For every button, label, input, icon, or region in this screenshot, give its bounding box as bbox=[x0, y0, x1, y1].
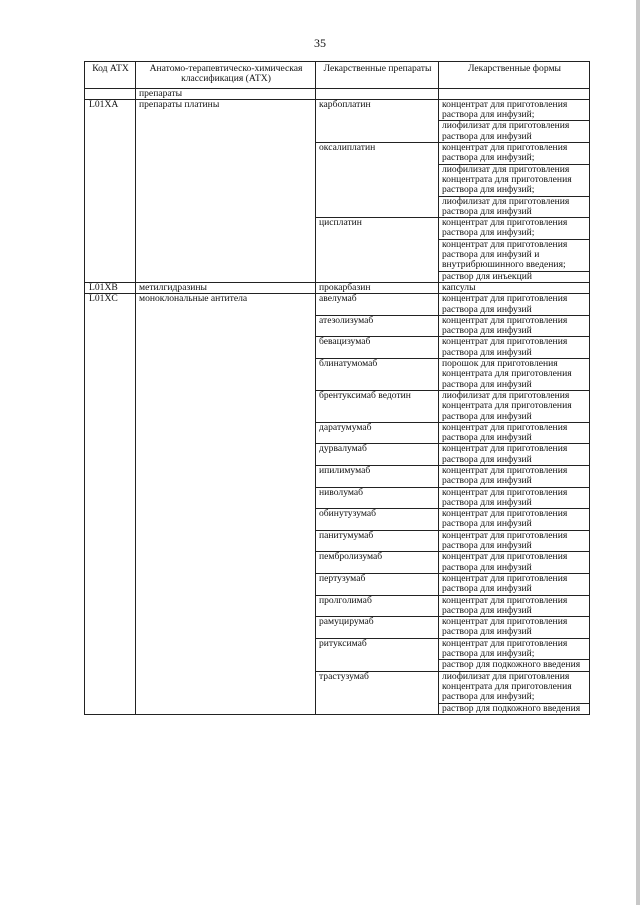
table-row bbox=[85, 88, 590, 99]
drug-name: обинутузумаб bbox=[316, 509, 439, 531]
dosage-form: концентрат для приготовления раствора для инфузий; bbox=[439, 143, 590, 165]
dosage-form: концентрат для приготовления раствора для инфузий; bbox=[439, 218, 590, 240]
page-number: 35 bbox=[314, 36, 326, 50]
atx-classification: препараты платины bbox=[136, 99, 316, 282]
header-forms: Лекарственные формы bbox=[439, 62, 590, 89]
drug-name: пертузумаб bbox=[316, 573, 439, 595]
drug-name: ниволумаб bbox=[316, 487, 439, 509]
table-body bbox=[85, 88, 590, 714]
atx-classification: препараты bbox=[136, 88, 316, 99]
dosage-form: концентрат для приготовления раствора для инфузий bbox=[439, 294, 590, 316]
dosage-form: концентрат для приготовления раствора для инфузий и внутрибрюшинного введения; bbox=[439, 239, 590, 271]
header-drug: Лекарственные препараты bbox=[316, 62, 439, 89]
header-classification: Анатомо-терапевтическо-химическая классификация (АТХ) bbox=[136, 62, 316, 89]
table-row bbox=[85, 99, 590, 121]
dosage-form: концентрат для приготовления раствора для инфузий bbox=[439, 573, 590, 595]
dosage-form: лиофилизат для приготовления раствора для инфузий bbox=[439, 121, 590, 143]
drug-name: атезолизумаб bbox=[316, 315, 439, 337]
drug-name: панитумумаб bbox=[316, 530, 439, 552]
drug-name: карбоплатин bbox=[316, 99, 439, 142]
atx-classification: моноклональные антитела bbox=[136, 294, 316, 715]
atx-code: L01XC bbox=[85, 294, 136, 715]
atx-code bbox=[85, 88, 136, 99]
dosage-form: капсулы bbox=[439, 282, 590, 293]
dosage-form: концентрат для приготовления раствора для инфузий bbox=[439, 617, 590, 639]
dosage-form: концентрат для приготовления раствора для инфузий bbox=[439, 465, 590, 487]
drug-name: трастузумаб bbox=[316, 671, 439, 714]
dosage-form: лиофилизат для приготовления раствора для инфузий bbox=[439, 196, 590, 218]
drug-name: ритуксимаб bbox=[316, 638, 439, 671]
dosage-form: концентрат для приготовления раствора для инфузий bbox=[439, 315, 590, 337]
dosage-form: концентрат для приготовления раствора для инфузий bbox=[439, 422, 590, 444]
dosage-form: концентрат для приготовления раствора для инфузий bbox=[439, 595, 590, 617]
drug-name: цисплатин bbox=[316, 218, 439, 283]
dosage-form: концентрат для приготовления раствора для инфузий bbox=[439, 444, 590, 466]
table-row bbox=[85, 282, 590, 293]
dosage-form: раствор для подкожного введения bbox=[439, 660, 590, 671]
dosage-form: порошок для приготовления концентрата для приготовления раствора для инфузий bbox=[439, 359, 590, 391]
atx-code: L01XA bbox=[85, 99, 136, 282]
dosage-form: раствор для подкожного введения bbox=[439, 703, 590, 714]
atx-code: L01XB bbox=[85, 282, 136, 293]
drug-name: даратумумаб bbox=[316, 422, 439, 444]
drug-name: ипилимумаб bbox=[316, 465, 439, 487]
drug-name: оксалиплатин bbox=[316, 143, 439, 218]
dosage-form: концентрат для приготовления раствора для инфузий; bbox=[439, 99, 590, 121]
dosage-form: лиофилизат для приготовления концентрата для приготовления раствора для инфузий; bbox=[439, 164, 590, 196]
dosage-form: лиофилизат для приготовления концентрата для приготовления раствора для инфузий; bbox=[439, 671, 590, 703]
drug-name: пембролизумаб bbox=[316, 552, 439, 574]
atx-table bbox=[84, 61, 590, 715]
dosage-form: лиофилизат для приготовления концентрата для приготовления раствора для инфузий bbox=[439, 390, 590, 422]
drug-name: рамуцирумаб bbox=[316, 617, 439, 639]
drug-name: брентуксимаб ведотин bbox=[316, 390, 439, 422]
drug-name: бевацизумаб bbox=[316, 337, 439, 359]
dosage-form: концентрат для приготовления раствора для инфузий bbox=[439, 509, 590, 531]
table-header bbox=[85, 62, 590, 89]
header-code: Код АТХ bbox=[85, 62, 136, 89]
drug-name: блинатумомаб bbox=[316, 359, 439, 391]
drug-name: пролголимаб bbox=[316, 595, 439, 617]
dosage-form: раствор для инъекций bbox=[439, 271, 590, 282]
dosage-form: концентрат для приготовления раствора для инфузий bbox=[439, 552, 590, 574]
dosage-form: концентрат для приготовления раствора для инфузий bbox=[439, 530, 590, 552]
dosage-form: концентрат для приготовления раствора для инфузий bbox=[439, 487, 590, 509]
dosage-form: концентрат для приготовления раствора для инфузий; bbox=[439, 638, 590, 660]
drug-name bbox=[316, 88, 439, 99]
atx-classification: метилгидразины bbox=[136, 282, 316, 293]
dosage-form: концентрат для приготовления раствора для инфузий bbox=[439, 337, 590, 359]
drug-name: дурвалумаб bbox=[316, 444, 439, 466]
dosage-form bbox=[439, 88, 590, 99]
drug-name: авелумаб bbox=[316, 294, 439, 316]
scan-edge bbox=[636, 0, 640, 905]
drug-name: прокарбазин bbox=[316, 282, 439, 293]
table-row bbox=[85, 294, 590, 316]
